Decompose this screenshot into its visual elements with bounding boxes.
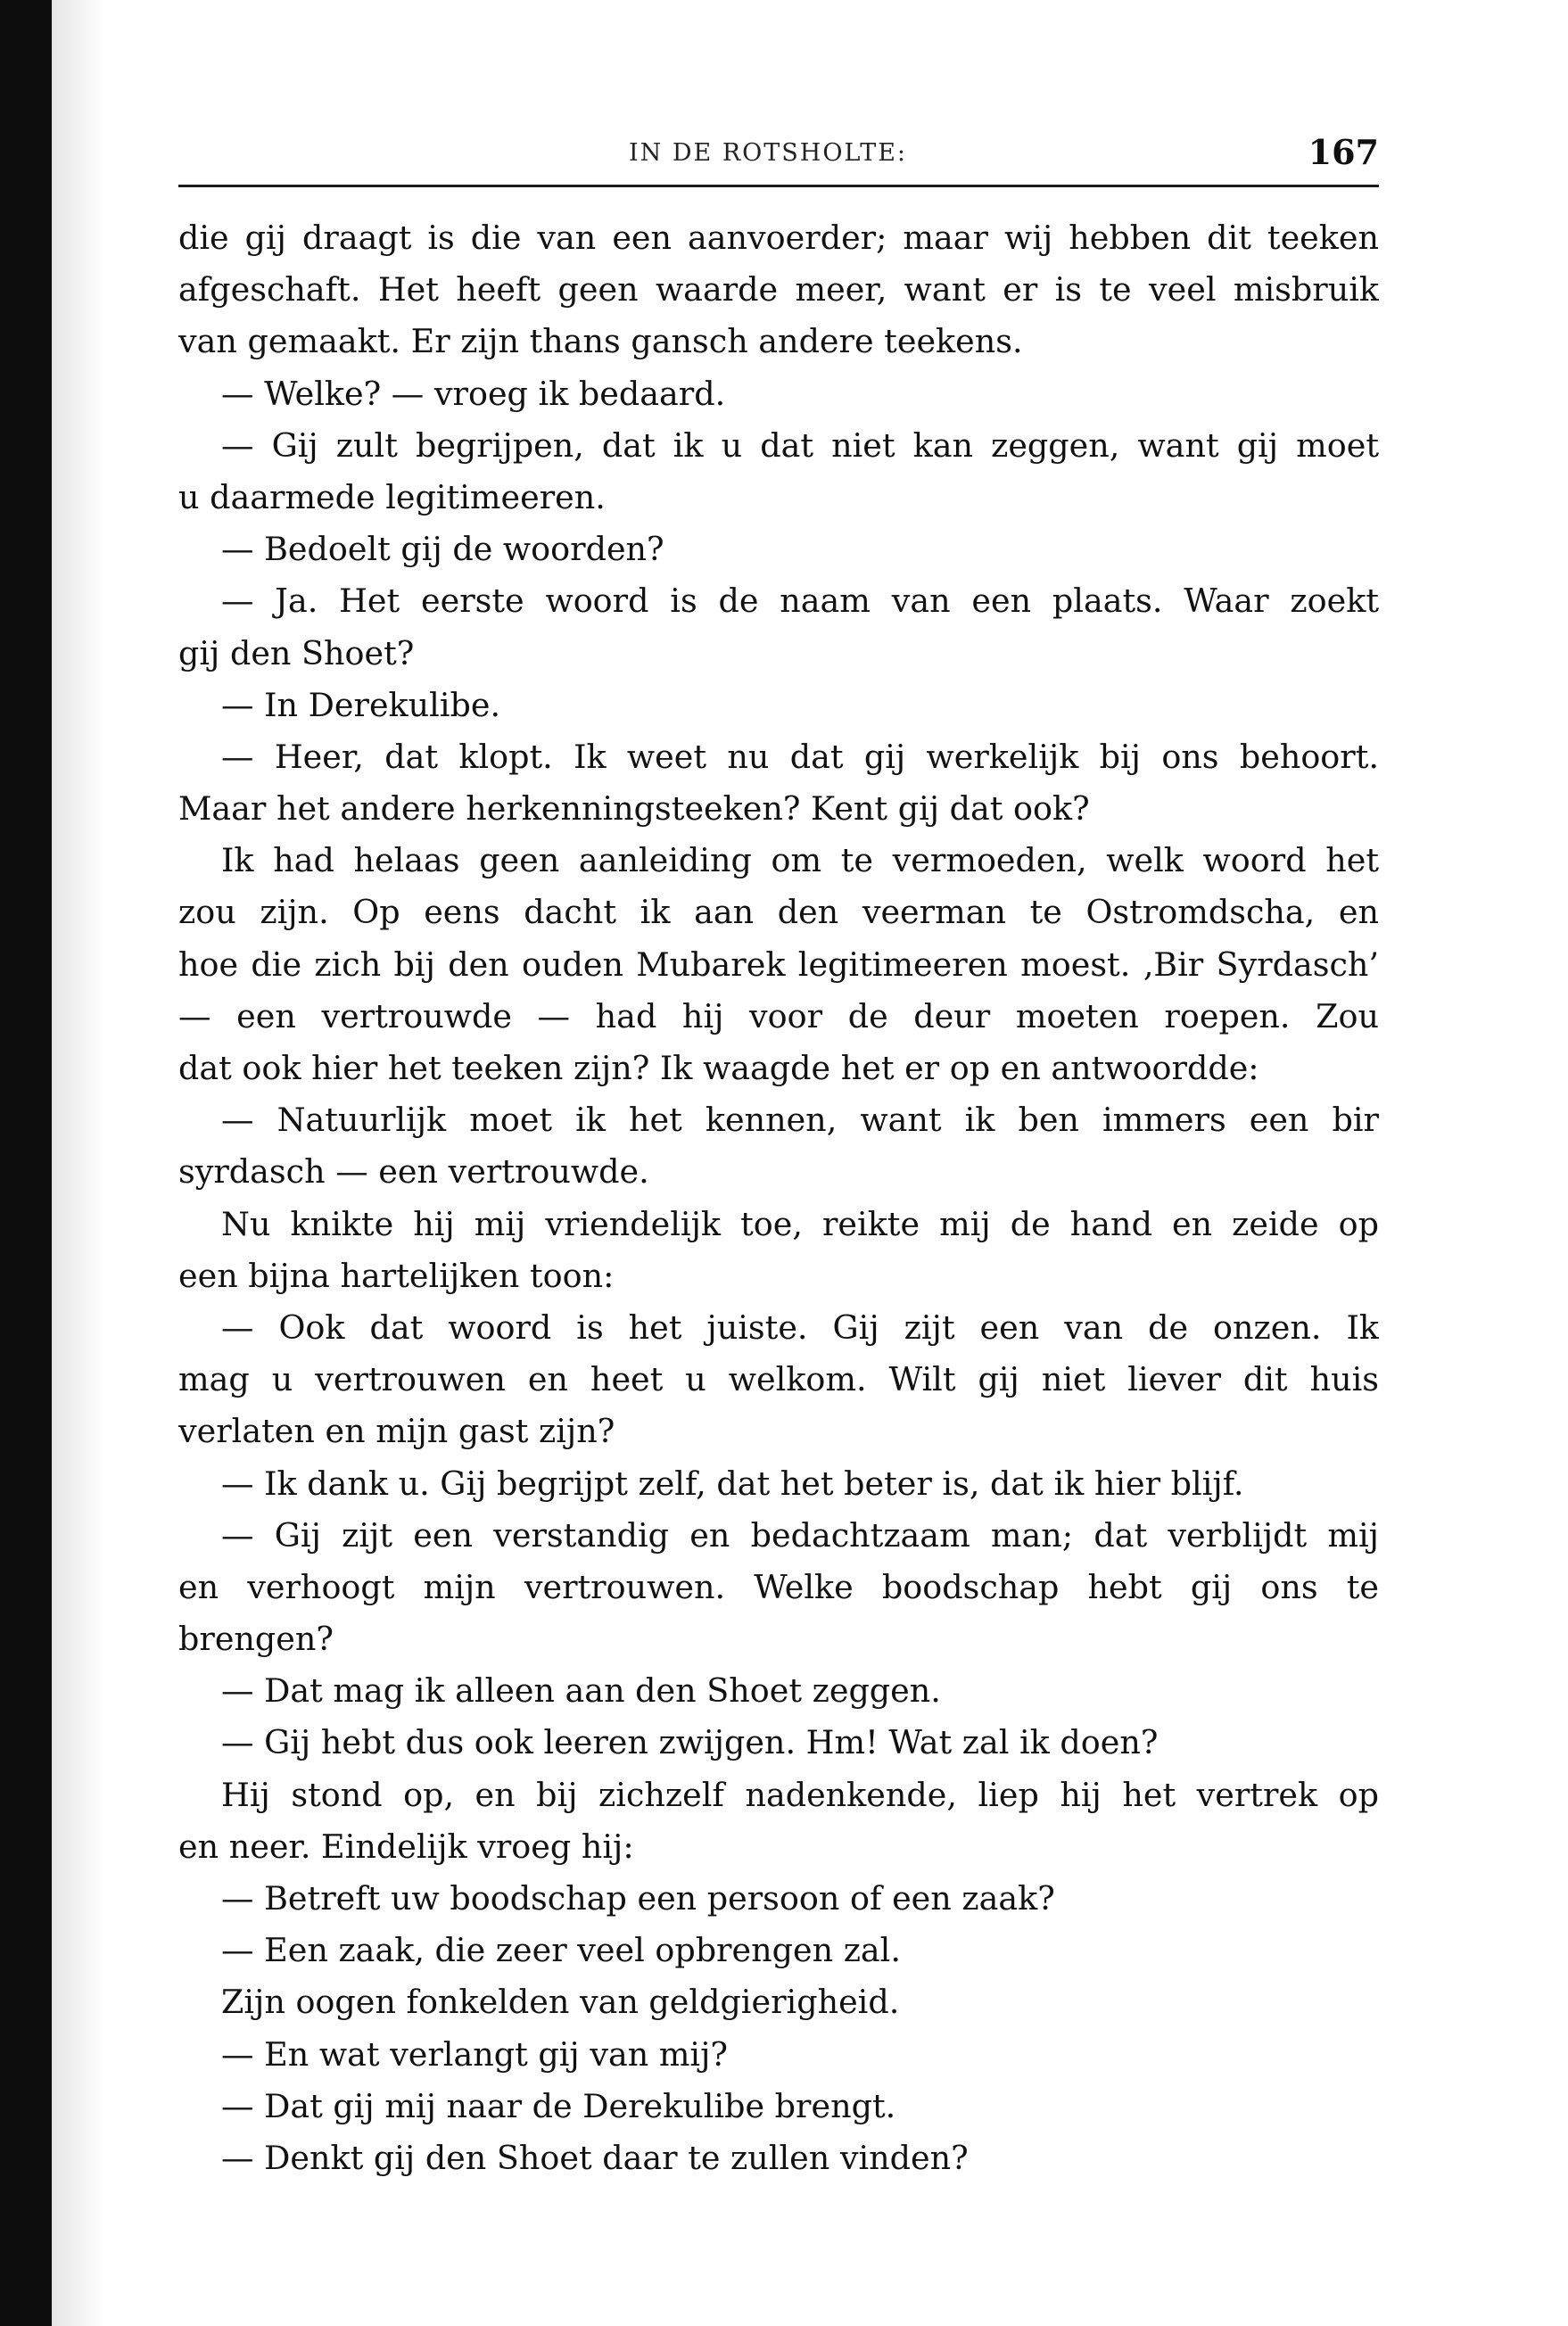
text-line: — Dat mag ik alleen aan den Shoet zeggen.: [221, 1671, 941, 1711]
text-line: brengen?: [178, 1620, 334, 1659]
text-line: — Dat gij mij naar de Derekulibe brengt.: [221, 2086, 896, 2125]
text-line: die gij draagt is die van een aanvoerder; maar wij hebben dit teeken: [178, 219, 1379, 257]
text-line: dat ook hier het teeken zijn? Ik waagde het er op en antwoordde:: [178, 1049, 1259, 1087]
text-line: — Gij hebt dus ook leeren zwijgen. Hm! Wat zal ik doen?: [221, 1723, 1159, 1762]
text-line: — Bedoelt gij de woorden?: [221, 530, 664, 569]
text-line: — Gij zijt een verstandig en bedachtzaam man; dat verblijdt mij: [221, 1515, 1379, 1555]
text-line: zou zijn. Op eens dacht ik aan den veerman te Ostromdscha, en: [178, 893, 1379, 932]
text-line: mag u vertrouwen en heet u welkom. Wilt gij niet liever dit huis: [178, 1360, 1379, 1399]
text-line: Hij stond op, en bij zichzelf nadenkende, liep hij het vertrek op: [221, 1775, 1379, 1814]
page-number: 167: [1308, 132, 1379, 172]
text-line: — Heer, dat klopt. Ik weet nu dat gij werkelijk bij ons behoort.: [221, 737, 1379, 776]
text-line: u daarmede legitimeeren.: [178, 477, 606, 516]
text-line: afgeschaft. Het heeft geen waarde meer, want er is te veel misbruik: [178, 270, 1379, 309]
text-line: — Een zaak, die zeer veel opbrengen zal.: [221, 1931, 901, 1970]
text-line: — Ik dank u. Gij begrijpt zelf, dat het beter is, dat ik hier blijf.: [221, 1464, 1244, 1503]
text-line: — Natuurlijk moet ik het kennen, want ik ben immers een bir: [221, 1101, 1379, 1140]
text-line: — Gij zult begrijpen, dat ik u dat niet kan zeggen, want gij moet: [221, 425, 1379, 465]
text-line: hoe die zich bij den ouden Mubarek legitimeeren moest. ‚Bir Syrdasch’: [178, 944, 1379, 984]
text-line: — In Derekulibe.: [221, 685, 501, 724]
text-line: van gemaakt. Er zijn thans gansch andere teekens.: [178, 322, 1023, 361]
text-line: — Betreft uw boodschap een persoon of een zaak?: [221, 1879, 1055, 1918]
scan-binding-edge: [0, 0, 52, 2326]
text-line: — Denkt gij den Shoet daar te zullen vinden?: [221, 2138, 969, 2177]
body-text: [178, 212, 1379, 2184]
text-line: Maar het andere herkenningsteeken? Kent gij dat ook?: [178, 789, 1090, 829]
text-line: gij den Shoet?: [178, 633, 415, 672]
scan-edge-shadow: [52, 0, 105, 2326]
text-line: — Ja. Het eerste woord is de naam van een plaats. Waar zoekt: [221, 582, 1379, 621]
text-line: Ik had helaas geen aanleiding om te vermoeden, welk woord het: [221, 841, 1379, 880]
header-rule: [178, 185, 1379, 187]
text-line: syrdasch — een vertrouwde.: [178, 1152, 649, 1192]
text-line: en neer. Eindelijk vroeg hij:: [178, 1827, 634, 1866]
text-line: — Welke? — vroeg ik bedaard.: [221, 374, 726, 413]
page-header: [178, 132, 1379, 180]
running-title: IN DE ROTSHOLTE:: [629, 139, 908, 167]
text-line: Nu knikte hij mij vriendelijk toe, reikte mij de hand en zeide op: [221, 1204, 1379, 1243]
text-line: — een vertrouwde — had hij voor de deur moeten roepen. Zou: [178, 996, 1379, 1035]
text-line: — Ook dat woord is het juiste. Gij zijt een van de onzen. Ik: [221, 1307, 1379, 1347]
text-line: Zijn oogen fonkelden van geldgierigheid.: [221, 1983, 900, 2022]
text-line: een bijna hartelijken toon:: [178, 1256, 615, 1295]
text-line: en verhoogt mijn vertrouwen. Welke boodschap hebt gij ons te: [178, 1567, 1379, 1606]
text-line: — En wat verlangt gij van mij?: [221, 2034, 728, 2074]
text-line: verlaten en mijn gast zijn?: [178, 1412, 615, 1451]
